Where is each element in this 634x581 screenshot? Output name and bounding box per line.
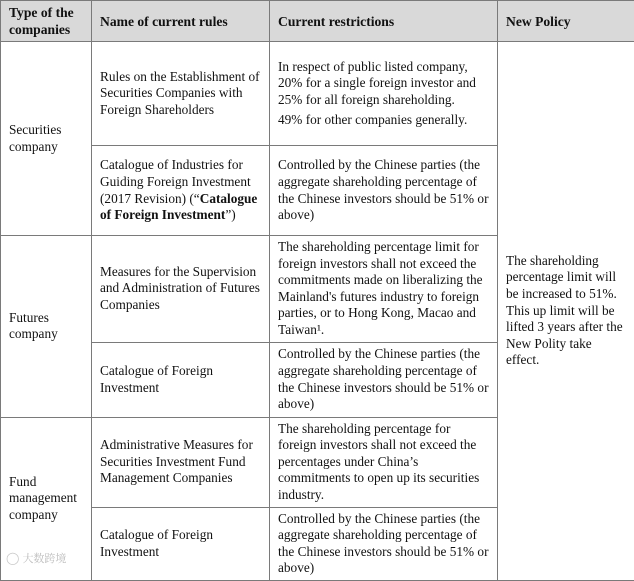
rule-text: Catalogue of Industries for Guiding Foreign Investment (2017 Revision) (“ [100, 157, 251, 205]
watermark-text: 大数跨境 [22, 550, 66, 566]
watermark-logo-icon: ◯ [6, 551, 19, 565]
restriction-cell: Controlled by the Chinese parties (the aggregate shareholding percentage of the Chinese investors should be 51% or above) [270, 342, 498, 417]
rule-cell: Rules on the Establishment of Securities Companies with Foreign Shareholders [92, 42, 270, 146]
restriction-cell: The shareholding percentage for foreign investors shall not exceed the percentages under China’s commitments to open up its securities industry. [270, 417, 498, 507]
restriction-text: 49% for other companies generally. [278, 112, 491, 129]
header-new-policy: New Policy [498, 1, 634, 42]
header-current-rules: Name of current rules [92, 1, 270, 42]
table-row [1, 42, 634, 146]
header-row [1, 1, 634, 42]
restriction-cell: Controlled by the Chinese parties (the aggregate shareholding percentage of the Chinese investors should be 51% or above) [270, 146, 498, 236]
restriction-cell [270, 42, 498, 146]
restriction-cell: Controlled by the Chinese parties (the aggregate shareholding percentage of the Chinese investors should be 51% or above) [270, 507, 498, 580]
rule-cell: Administrative Measures for Securities Investment Fund Management Companies [92, 417, 270, 507]
header-company-type: Type of the companies [1, 1, 92, 42]
watermark [6, 550, 66, 566]
company-type-cell: Fund management company [1, 417, 92, 580]
restriction-cell: The shareholding percentage limit for foreign investors shall not exceed the commitments made on liberalizing the Mainland's futures industry to foreign parties, or to Hong Kong, Macao and Taiwan¹. [270, 236, 498, 343]
restriction-text: In respect of public listed company, 20% for a single foreign investor and 25% for all foreign shareholding. [278, 59, 491, 109]
rule-cell: Measures for the Supervision and Administration of Futures Companies [92, 236, 270, 343]
header-current-restrictions: Current restrictions [270, 1, 498, 42]
rule-cell [92, 146, 270, 236]
rule-text: ”) [225, 207, 235, 222]
rule-cell: Catalogue of Foreign Investment [92, 342, 270, 417]
company-type-cell: Securities company [1, 42, 92, 236]
company-type-cell: Futures company [1, 236, 92, 418]
rule-defined-term: Catalogue of Foreign Investment [100, 191, 257, 223]
new-policy-cell: The shareholding percentage limit will be increased to 51%. This up limit will be lifted 3 years after the New Polity take effect. [498, 42, 634, 581]
rule-cell: Catalogue of Foreign Investment [92, 507, 270, 580]
